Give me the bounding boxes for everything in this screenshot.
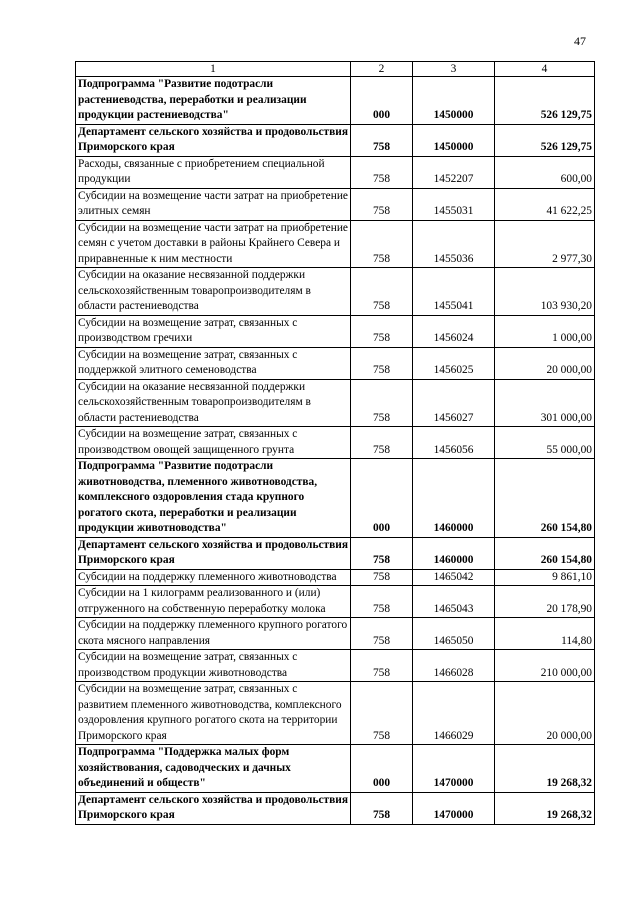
row-admin-code-cell: 758 [351, 682, 413, 745]
row-admin-code-cell: 000 [351, 745, 413, 793]
row-amount-cell: 9 861,10 [495, 569, 595, 586]
row-admin-code-cell: 758 [351, 586, 413, 618]
row-name-cell: Субсидии на 1 килограмм реализованного и (или) отгруженного на собственную переработку молока [76, 586, 351, 618]
row-admin-code-cell: 000 [351, 459, 413, 538]
row-name-cell: Субсидии на возмещение части затрат на приобретение семян с учетом доставки в районы Крайнего Севера и приравненные к ним местности [76, 220, 351, 268]
row-amount-cell: 2 977,30 [495, 220, 595, 268]
row-target-code-cell: 1466028 [413, 650, 495, 682]
table-row [76, 459, 595, 538]
table-row [76, 618, 595, 650]
table-row [76, 188, 595, 220]
row-admin-code-cell: 758 [351, 379, 413, 427]
table-row [76, 156, 595, 188]
row-target-code-cell: 1466029 [413, 682, 495, 745]
row-name-cell: Субсидии на оказание несвязанной поддержки сельскохозяйственным товаропроизводителям в области растениеводства [76, 268, 351, 316]
row-target-code-cell: 1460000 [413, 537, 495, 569]
table-row [76, 569, 595, 586]
row-amount-cell: 526 129,75 [495, 124, 595, 156]
row-name-cell: Субсидии на возмещение затрат, связанных с производством гречихи [76, 315, 351, 347]
row-amount-cell: 210 000,00 [495, 650, 595, 682]
row-admin-code-cell: 758 [351, 268, 413, 316]
table-row [76, 315, 595, 347]
row-name-cell: Субсидии на оказание несвязанной поддержки сельскохозяйственным товаропроизводителям в области растениеводства [76, 379, 351, 427]
column-header-2: 2 [351, 62, 413, 77]
row-target-code-cell: 1450000 [413, 77, 495, 125]
page-number: 47 [574, 34, 586, 48]
row-admin-code-cell: 758 [351, 220, 413, 268]
row-admin-code-cell: 758 [351, 124, 413, 156]
row-target-code-cell: 1452207 [413, 156, 495, 188]
row-amount-cell: 20 000,00 [495, 347, 595, 379]
row-amount-cell: 20 000,00 [495, 682, 595, 745]
row-target-code-cell: 1465050 [413, 618, 495, 650]
column-header-3: 3 [413, 62, 495, 77]
row-admin-code-cell: 758 [351, 792, 413, 824]
row-name-cell: Субсидии на поддержку племенного крупного рогатого скота мясного направления [76, 618, 351, 650]
row-name-cell: Департамент сельского хозяйства и продовольствия Приморского края [76, 124, 351, 156]
row-amount-cell: 41 622,25 [495, 188, 595, 220]
row-amount-cell: 260 154,80 [495, 459, 595, 538]
row-target-code-cell: 1456024 [413, 315, 495, 347]
row-target-code-cell: 1470000 [413, 792, 495, 824]
table-row [76, 537, 595, 569]
table-row [76, 77, 595, 125]
row-amount-cell: 301 000,00 [495, 379, 595, 427]
row-name-cell: Субсидии на возмещение затрат, связанных с поддержкой элитного семеноводства [76, 347, 351, 379]
row-admin-code-cell: 758 [351, 537, 413, 569]
row-name-cell: Подпрограмма "Поддержка малых форм хозяйствования, садоводческих и дачных объединений и обществ" [76, 745, 351, 793]
row-name-cell: Субсидии на возмещение части затрат на приобретение элитных семян [76, 188, 351, 220]
column-header-4: 4 [495, 62, 595, 77]
row-name-cell: Департамент сельского хозяйства и продовольствия Приморского края [76, 792, 351, 824]
table-row [76, 682, 595, 745]
table-row [76, 586, 595, 618]
row-amount-cell: 526 129,75 [495, 77, 595, 125]
row-target-code-cell: 1465042 [413, 569, 495, 586]
row-name-cell: Департамент сельского хозяйства и продовольствия Приморского края [76, 537, 351, 569]
row-amount-cell: 19 268,32 [495, 792, 595, 824]
row-amount-cell: 1 000,00 [495, 315, 595, 347]
table-header-row [76, 62, 595, 77]
budget-table [75, 61, 595, 825]
table-row [76, 427, 595, 459]
column-header-1: 1 [76, 62, 351, 77]
row-amount-cell: 114,80 [495, 618, 595, 650]
row-target-code-cell: 1455036 [413, 220, 495, 268]
row-admin-code-cell: 758 [351, 315, 413, 347]
row-admin-code-cell: 758 [351, 156, 413, 188]
table-row [76, 379, 595, 427]
row-name-cell: Субсидии на возмещение затрат, связанных с производством продукции животноводства [76, 650, 351, 682]
row-target-code-cell: 1470000 [413, 745, 495, 793]
table-row [76, 650, 595, 682]
row-amount-cell: 20 178,90 [495, 586, 595, 618]
row-admin-code-cell: 758 [351, 650, 413, 682]
table-row [76, 792, 595, 824]
row-admin-code-cell: 758 [351, 188, 413, 220]
table-row [76, 745, 595, 793]
row-target-code-cell: 1450000 [413, 124, 495, 156]
row-name-cell: Подпрограмма "Развитие подотрасли растениеводства, переработки и реализации продукции растениеводства" [76, 77, 351, 125]
table-row [76, 268, 595, 316]
row-name-cell: Подпрограмма "Развитие подотрасли животноводства, племенного животноводства, комплексного оздоровления стада крупного рогатого скота, переработки и реализации продукции животноводства" [76, 459, 351, 538]
row-target-code-cell: 1456025 [413, 347, 495, 379]
row-admin-code-cell: 758 [351, 347, 413, 379]
table-body [76, 62, 595, 825]
row-target-code-cell: 1455041 [413, 268, 495, 316]
table-row [76, 124, 595, 156]
row-amount-cell: 103 930,20 [495, 268, 595, 316]
row-target-code-cell: 1455031 [413, 188, 495, 220]
row-amount-cell: 600,00 [495, 156, 595, 188]
row-admin-code-cell: 758 [351, 427, 413, 459]
table-row [76, 347, 595, 379]
row-amount-cell: 19 268,32 [495, 745, 595, 793]
row-name-cell: Расходы, связанные с приобретением специальной продукции [76, 156, 351, 188]
row-name-cell: Субсидии на возмещение затрат, связанных с производством овощей защищенного грунта [76, 427, 351, 459]
row-amount-cell: 260 154,80 [495, 537, 595, 569]
row-target-code-cell: 1465043 [413, 586, 495, 618]
row-target-code-cell: 1456056 [413, 427, 495, 459]
row-admin-code-cell: 758 [351, 569, 413, 586]
row-target-code-cell: 1460000 [413, 459, 495, 538]
row-target-code-cell: 1456027 [413, 379, 495, 427]
row-admin-code-cell: 758 [351, 618, 413, 650]
row-admin-code-cell: 000 [351, 77, 413, 125]
row-name-cell: Субсидии на возмещение затрат, связанных с развитием племенного животноводства, комплексного оздоровления крупного рогатого скота на территории Приморского края [76, 682, 351, 745]
row-amount-cell: 55 000,00 [495, 427, 595, 459]
row-name-cell: Субсидии на поддержку племенного животноводства [76, 569, 351, 586]
table-row [76, 220, 595, 268]
